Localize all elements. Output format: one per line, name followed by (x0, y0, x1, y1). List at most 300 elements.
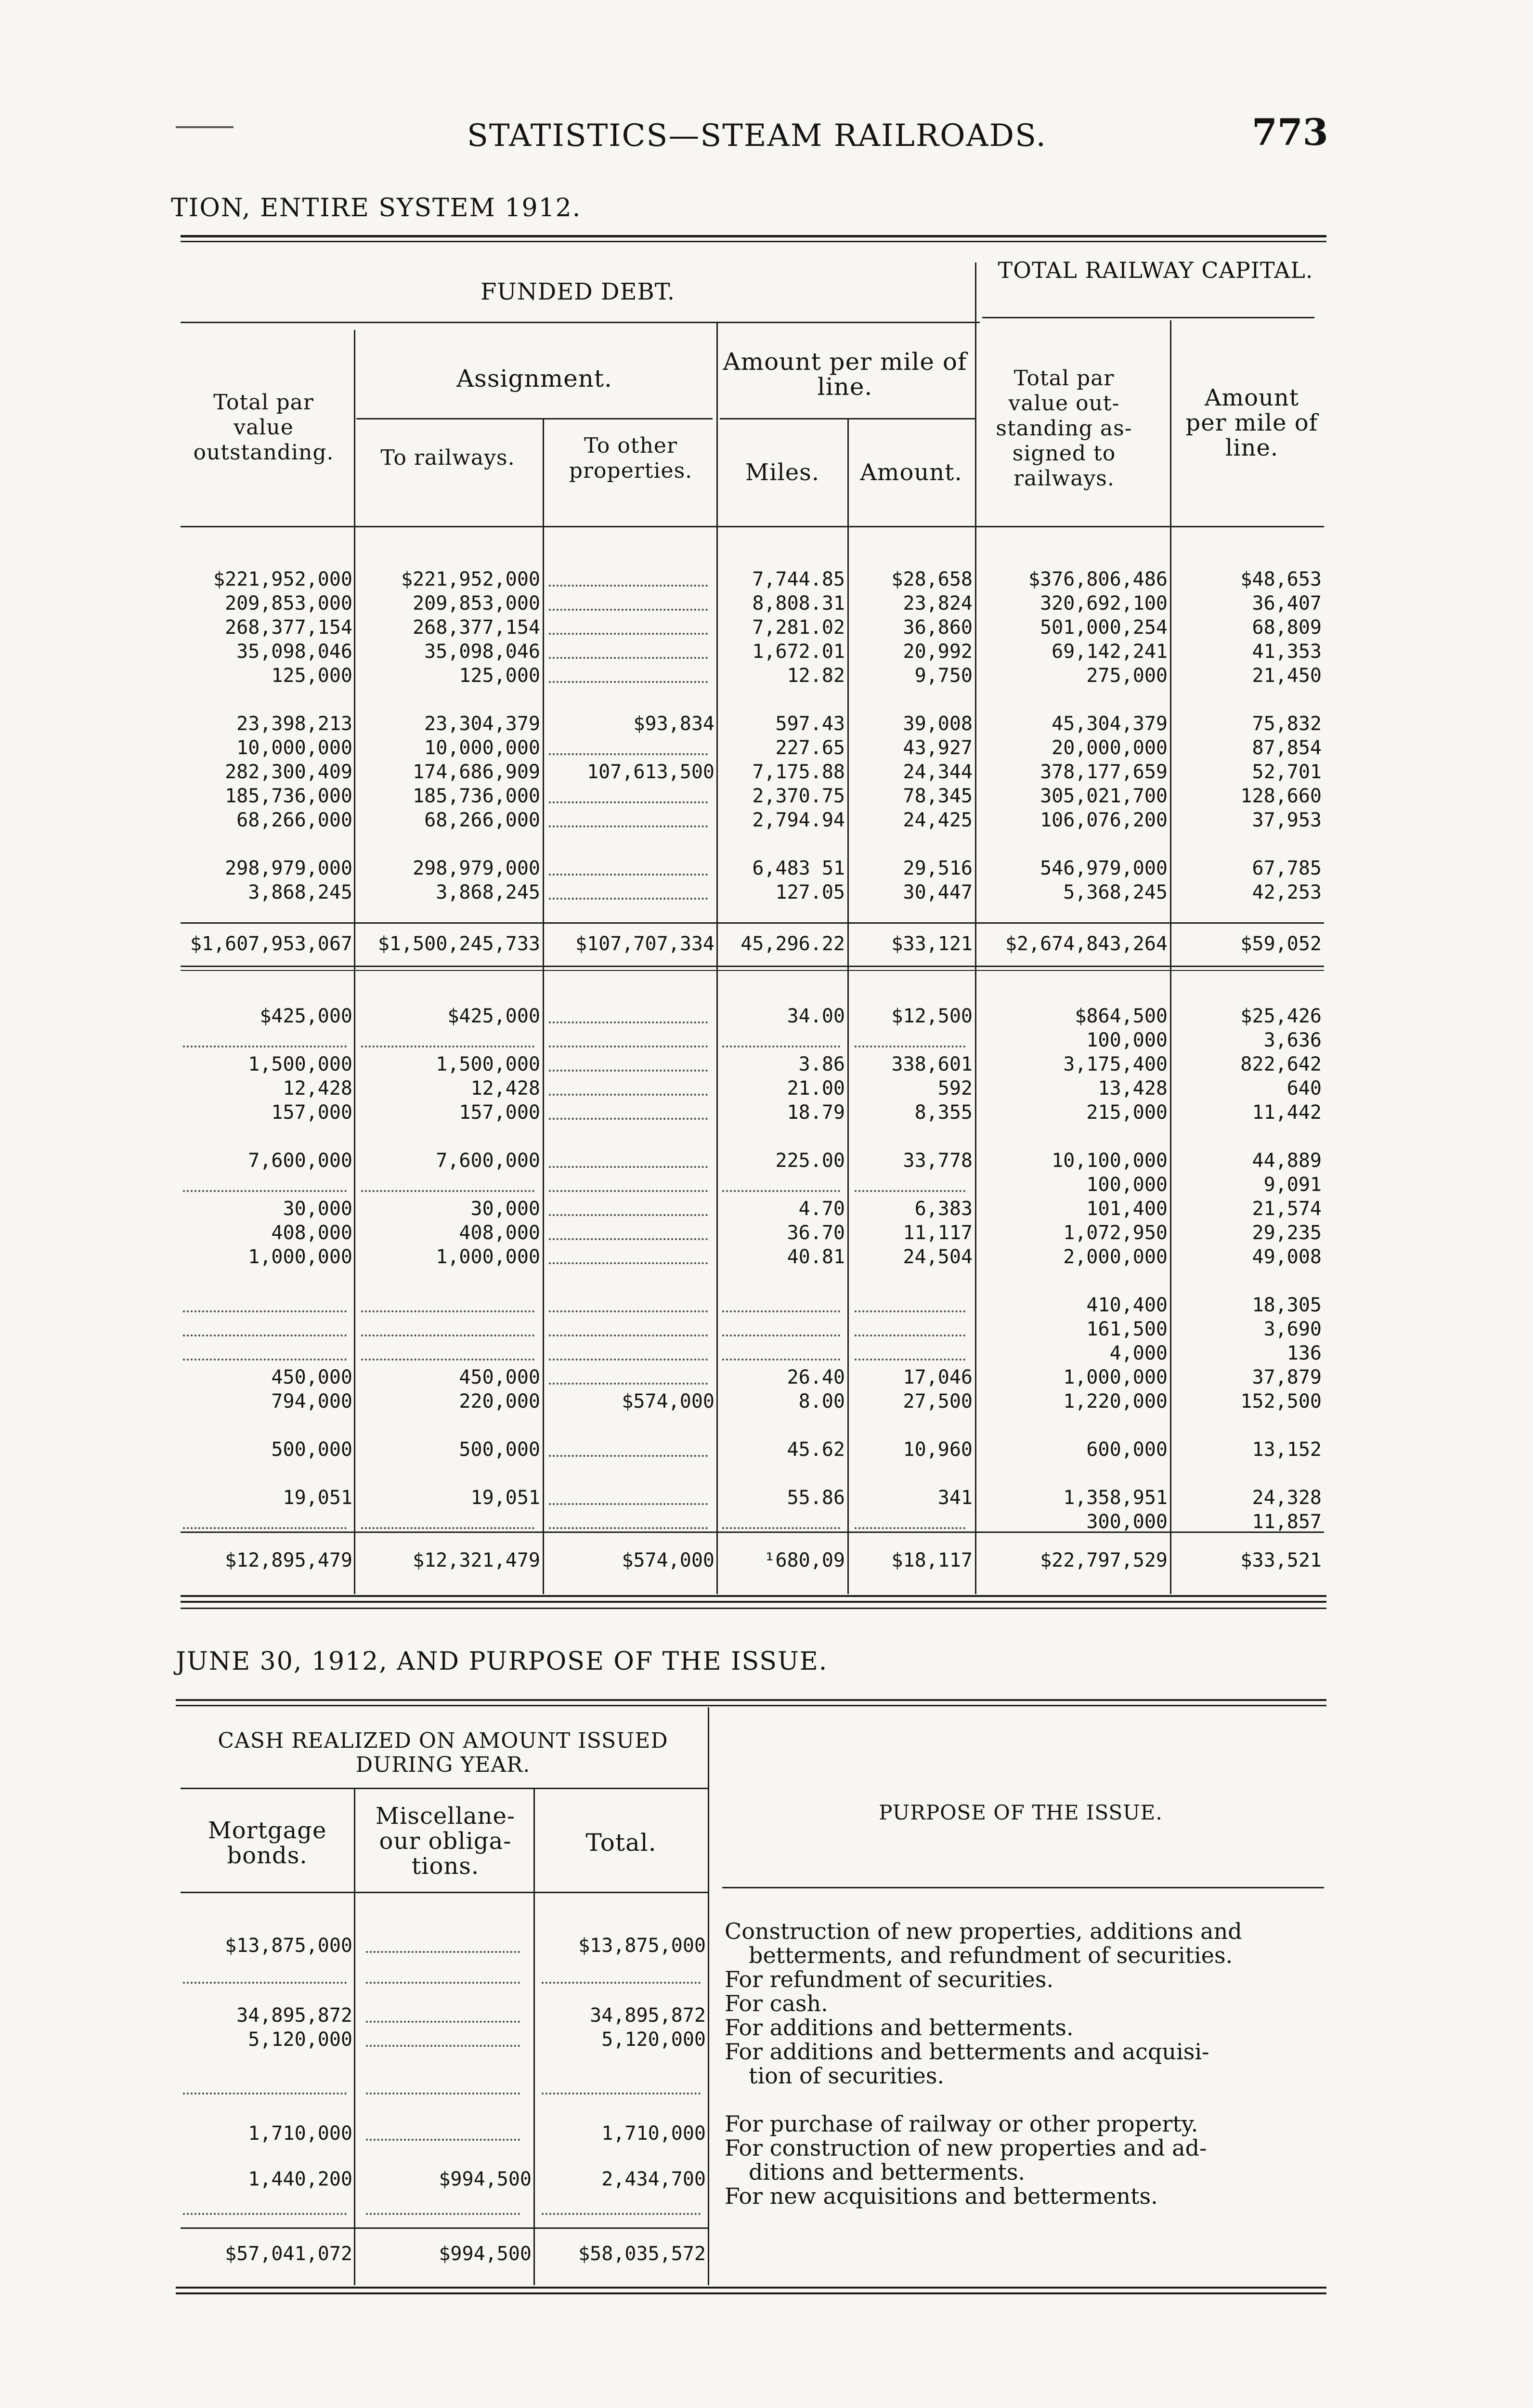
vrule (847, 419, 849, 527)
amount-cell: $12,500 (891, 1005, 973, 1027)
total-par-cell: 125,000 (271, 665, 352, 687)
amount-cell: 36,860 (903, 616, 973, 639)
amount-cell: 592 (937, 1077, 973, 1099)
purpose-line: For additions and betterments and acquisi- (725, 2039, 1209, 2065)
dot-leader (361, 1359, 534, 1361)
capital-per-mile-cell: 44,889 (1252, 1150, 1322, 1172)
capital-par-cell: 275,000 (1086, 665, 1168, 687)
dot-leader (855, 1335, 965, 1336)
capital-per-mile-cell: 136 (1286, 1342, 1322, 1364)
capital-per-mile-cell: $33,521 (1240, 1549, 1322, 1571)
amount-cell: 9,750 (914, 665, 973, 687)
dot-leader (549, 633, 708, 635)
amount-cell: 11,117 (903, 1222, 973, 1244)
vrule (716, 323, 718, 527)
total-par-cell: 12,428 (283, 1077, 352, 1099)
miles-cell: ¹680,09 (764, 1549, 845, 1571)
purpose-line: For new acquisitions and betterments. (725, 2183, 1158, 2209)
capital-par-cell: 1,000,000 (1063, 1366, 1168, 1388)
miles-cell: 127.05 (775, 881, 845, 903)
to-railways-cell: 68,266,000 (424, 809, 540, 831)
amount-cell: 78,345 (903, 785, 973, 807)
funded-debt-header: FUNDED DEBT. (480, 278, 676, 305)
to-railways-cell: 7,600,000 (436, 1150, 540, 1172)
table-bottom-rule-3 (181, 1608, 1326, 1609)
dot-leader (855, 1527, 965, 1529)
header-assignment: Assignment. (456, 365, 612, 393)
miles-cell: 21.00 (787, 1077, 845, 1099)
dot-leader (183, 1982, 347, 1984)
dot-leader (366, 2093, 520, 2094)
mortgage-cell: 34,895,872 (236, 2004, 352, 2027)
dot-leader (549, 1335, 708, 1336)
capital-per-mile-cell: 9,091 (1263, 1174, 1322, 1196)
vrule (543, 527, 544, 1594)
dot-leader (549, 1262, 708, 1264)
table-top-rule (181, 235, 1326, 237)
header-total-par: Total par value outstanding. (193, 390, 334, 465)
total1-rule-bottom (181, 966, 1324, 967)
running-head-mark (176, 126, 234, 128)
mortgage-cell: 5,120,000 (248, 2028, 352, 2051)
dot-leader (366, 1951, 520, 1953)
total-par-cell: 7,600,000 (248, 1150, 352, 1172)
total-par-cell: 209,853,000 (225, 592, 352, 615)
total-par-cell: 19,051 (283, 1487, 352, 1509)
dot-leader (549, 1503, 708, 1505)
cash-realized-underline (181, 1788, 708, 1789)
dot-leader (549, 874, 708, 876)
amount-cell: 6,383 (914, 1198, 973, 1220)
dot-leader (361, 1190, 534, 1192)
funded-debt-underline (181, 322, 980, 323)
dot-leader (183, 1190, 347, 1192)
miles-cell: 55.86 (787, 1487, 845, 1509)
vrule (1170, 320, 1171, 527)
to-railways-cell: 209,853,000 (413, 592, 540, 615)
amount-cell: 8,355 (914, 1101, 973, 1124)
miles-cell: 6,483 51 (752, 857, 845, 879)
total1-rule-bottom-2 (181, 970, 1324, 971)
capital-per-mile-cell: 11,857 (1252, 1511, 1322, 1533)
total-par-cell: 282,300,409 (225, 761, 352, 783)
dot-leader (722, 1190, 840, 1192)
amount-cell: 39,008 (903, 713, 973, 735)
capital-per-mile-cell: 37,953 (1252, 809, 1322, 831)
capital-par-cell: 2,000,000 (1063, 1246, 1168, 1268)
table-bottom-rule (181, 1595, 1326, 1597)
header-purpose: PURPOSE OF THE ISSUE. (879, 1801, 1163, 1824)
capital-per-mile-cell: 75,832 (1252, 713, 1322, 735)
dot-leader (549, 1238, 708, 1240)
dot-leader (549, 1383, 708, 1385)
total-par-cell: $1,607,953,067 (190, 933, 352, 955)
dot-leader (549, 585, 708, 587)
miles-cell: 597.43 (775, 713, 845, 735)
header-misc: Miscellane-our obliga-tions. (375, 1803, 516, 1880)
dot-leader (549, 1310, 708, 1312)
dot-leader (542, 2213, 701, 2215)
miles-cell: 8,808.31 (752, 592, 845, 615)
capital-par-cell: 546,979,000 (1040, 857, 1168, 879)
dot-leader (183, 1335, 347, 1336)
to-other-cell: $107,707,334 (575, 933, 715, 955)
purpose-line: For additions and betterments. (725, 2015, 1074, 2041)
amount-cell: $18,117 (891, 1549, 973, 1571)
capital-per-mile-cell: 37,879 (1252, 1366, 1322, 1388)
dot-leader (361, 1527, 534, 1529)
dot-leader (183, 1046, 347, 1047)
dot-leader (549, 898, 708, 900)
purpose-line: betterments, and refundment of securities. (749, 1942, 1233, 1968)
total-cell: $58,035,572 (578, 2243, 706, 2265)
total-par-cell: $425,000 (260, 1005, 352, 1027)
bottom-table-top-rule-2 (176, 1705, 1326, 1706)
total-par-cell: $12,895,479 (225, 1549, 352, 1571)
capital-per-mile-cell: $48,653 (1240, 568, 1322, 590)
vrule (354, 1789, 355, 2285)
bottom-table-end-rule-2 (176, 2292, 1326, 2294)
capital-par-cell: $2,674,843,264 (1005, 933, 1168, 955)
dot-leader (549, 1070, 708, 1072)
miles-cell: 40.81 (787, 1246, 845, 1268)
miles-cell: 7,744.85 (752, 568, 845, 590)
total-par-cell: 268,377,154 (225, 616, 352, 639)
amount-cell: 341 (937, 1487, 973, 1509)
capital-par-cell: 100,000 (1086, 1174, 1168, 1196)
dot-leader (549, 1455, 708, 1457)
total-par-cell: 185,736,000 (225, 785, 352, 807)
dot-leader (549, 1118, 708, 1120)
amount-cell: 20,992 (903, 641, 973, 663)
dot-leader (549, 1094, 708, 1096)
amount-cell: 24,344 (903, 761, 973, 783)
dot-leader (855, 1190, 965, 1192)
to-railways-cell: 1,500,000 (436, 1053, 540, 1075)
dot-leader (549, 657, 708, 659)
capital-par-cell: 4,000 (1109, 1342, 1168, 1364)
bottom-table-end-rule (176, 2287, 1326, 2289)
dot-leader (722, 1310, 840, 1312)
dot-leader (549, 1021, 708, 1023)
page-number: 773 (1252, 111, 1328, 154)
dot-leader (366, 2045, 520, 2047)
capital-par-cell: $22,797,529 (1040, 1549, 1168, 1571)
total-par-cell: 30,000 (283, 1198, 352, 1220)
vrule (975, 527, 976, 1594)
dot-leader (549, 1527, 708, 1529)
capital-par-cell: 378,177,659 (1040, 761, 1168, 783)
dot-leader (722, 1527, 840, 1529)
total-par-cell: 450,000 (271, 1366, 352, 1388)
dot-leader (366, 2213, 520, 2215)
vrule (716, 527, 718, 1594)
to-railways-cell: $221,952,000 (401, 568, 540, 590)
total-par-cell: 35,098,046 (236, 641, 352, 663)
running-head: STATISTICS—STEAM RAILROADS. (467, 118, 1047, 154)
capital-par-cell: 161,500 (1086, 1318, 1168, 1340)
total-cell: 5,120,000 (601, 2028, 706, 2051)
dot-leader (183, 1359, 347, 1361)
to-railways-cell: 12,428 (470, 1077, 540, 1099)
header-to-other: To other properties. (569, 433, 693, 483)
capital-par-cell: 101,400 (1086, 1198, 1168, 1220)
purpose-header-rule (722, 1887, 1324, 1888)
capital-per-mile-cell: $25,426 (1240, 1005, 1322, 1027)
amount-cell: 43,927 (903, 737, 973, 759)
dot-leader (366, 2021, 520, 2023)
cash-realized-header: CASH REALIZED ON AMOUNT ISSUED DURING YEAR. (218, 1728, 668, 1777)
dot-leader (855, 1310, 965, 1312)
capital-per-mile-cell: 42,253 (1252, 881, 1322, 903)
miles-cell: 1,672.01 (752, 641, 845, 663)
total-par-cell: 23,398,213 (236, 713, 352, 735)
capital-par-cell: 3,175,400 (1063, 1053, 1168, 1075)
capital-par-cell: 305,021,700 (1040, 785, 1168, 807)
capital-per-mile-cell: 152,500 (1240, 1390, 1322, 1413)
miles-cell: 34.00 (787, 1005, 845, 1027)
miles-cell: 26.40 (787, 1366, 845, 1388)
amount-cell: $28,658 (891, 568, 973, 590)
bottom-total-rule (181, 2227, 708, 2229)
purpose-line: For refundment of securities. (725, 1966, 1054, 1992)
dot-leader (549, 753, 708, 755)
to-other-cell: $574,000 (622, 1390, 715, 1413)
header-total-par-assigned: Total par value out-standing as-signed to railways. (996, 366, 1132, 491)
total-cell: $13,875,000 (578, 1935, 706, 1957)
dot-leader (183, 1527, 347, 1529)
capital-par-cell: 600,000 (1086, 1439, 1168, 1461)
dot-leader (361, 1310, 534, 1312)
vrule (543, 419, 544, 527)
dot-leader (183, 2093, 347, 2094)
total-cell: 1,710,000 (601, 2122, 706, 2145)
to-railways-cell: 220,000 (459, 1390, 540, 1413)
amount-cell: 29,516 (903, 857, 973, 879)
top-caption: TION, ENTIRE SYSTEM 1912. (171, 194, 582, 222)
amount-cell: 338,601 (891, 1053, 973, 1075)
capital-par-cell: $864,500 (1075, 1005, 1168, 1027)
header-mortgage: Mortgage bonds. (208, 1817, 327, 1869)
miles-cell: 2,370.75 (752, 785, 845, 807)
capital-per-mile-cell: 3,636 (1263, 1029, 1322, 1051)
dot-leader (366, 2139, 520, 2141)
to-railways-cell: 268,377,154 (413, 616, 540, 639)
vrule (1170, 527, 1171, 1594)
dot-leader (361, 1046, 534, 1047)
capital-per-mile-cell: 21,574 (1252, 1198, 1322, 1220)
purpose-line: For cash. (725, 1990, 828, 2016)
to-other-cell: $93,834 (633, 713, 715, 735)
miles-cell: 2,794.94 (752, 809, 845, 831)
amount-cell: 27,500 (903, 1390, 973, 1413)
dot-leader (855, 1359, 965, 1361)
capital-par-cell: 106,076,200 (1040, 809, 1168, 831)
vrule (354, 527, 355, 1594)
total-par-cell: 408,000 (271, 1222, 352, 1244)
bottom-caption: JUNE 30, 1912, AND PURPOSE OF THE ISSUE. (176, 1647, 828, 1676)
to-railways-cell: 19,051 (470, 1487, 540, 1509)
capital-per-mile-cell: 21,450 (1252, 665, 1322, 687)
total-par-cell: $221,952,000 (213, 568, 352, 590)
total-par-cell: 68,266,000 (236, 809, 352, 831)
purpose-line: ditions and betterments. (749, 2159, 1026, 2185)
capital-par-cell: 100,000 (1086, 1029, 1168, 1051)
to-other-cell: $574,000 (622, 1549, 715, 1571)
total-par-cell: 1,500,000 (248, 1053, 352, 1075)
purpose-line: Construction of new properties, additions and (725, 1918, 1242, 1944)
to-railways-cell: 450,000 (459, 1366, 540, 1388)
capital-per-mile-cell: 24,328 (1252, 1487, 1322, 1509)
vrule (354, 330, 355, 527)
miles-cell: 8.00 (798, 1390, 845, 1413)
mortgage-cell: 1,710,000 (248, 2122, 352, 2145)
bottom-header-rule (181, 1892, 708, 1893)
capital-par-cell: 13,428 (1098, 1077, 1168, 1099)
header-amount-per-mile-capital: Amount per mile of line. (1185, 384, 1318, 461)
capital-per-mile-cell: 68,809 (1252, 616, 1322, 639)
to-railways-cell: $425,000 (447, 1005, 540, 1027)
misc-cell: $994,500 (439, 2168, 532, 2190)
capital-par-cell: 69,142,241 (1052, 641, 1168, 663)
capital-per-mile-cell: 822,642 (1240, 1053, 1322, 1075)
amount-cell: 33,778 (903, 1150, 973, 1172)
mortgage-cell: $57,041,072 (225, 2243, 352, 2265)
to-railways-cell: 500,000 (459, 1439, 540, 1461)
miles-cell: 225.00 (775, 1150, 845, 1172)
capital-par-cell: 45,304,379 (1052, 713, 1168, 735)
to-railways-cell: 408,000 (459, 1222, 540, 1244)
dot-leader (549, 681, 708, 683)
capital-per-mile-cell: 640 (1286, 1077, 1322, 1099)
to-railways-cell: 30,000 (470, 1198, 540, 1220)
total-cell: 34,895,872 (590, 2004, 706, 2027)
capital-par-cell: 5,368,245 (1063, 881, 1168, 903)
dot-leader (366, 1982, 520, 1984)
total-par-cell: 10,000,000 (236, 737, 352, 759)
assignment-underline (356, 418, 713, 419)
to-railways-cell: 185,736,000 (413, 785, 540, 807)
capital-par-cell: $376,806,486 (1028, 568, 1168, 590)
capital-par-cell: 1,358,951 (1063, 1487, 1168, 1509)
dot-leader (549, 609, 708, 611)
total-par-cell: 794,000 (271, 1390, 352, 1413)
to-railways-cell: 125,000 (459, 665, 540, 687)
capital-underline (982, 317, 1314, 318)
capital-par-cell: 320,692,100 (1040, 592, 1168, 615)
amount-cell: 24,425 (903, 809, 973, 831)
dot-leader (549, 801, 708, 803)
dot-leader (183, 1310, 347, 1312)
total1-rule (181, 922, 1324, 924)
to-railways-cell: 157,000 (459, 1101, 540, 1124)
capital-per-mile-cell: 87,854 (1252, 737, 1322, 759)
header-miles: Miles. (745, 459, 820, 486)
capital-par-cell: 1,072,950 (1063, 1222, 1168, 1244)
total-par-cell: 157,000 (271, 1101, 352, 1124)
to-other-cell: 107,613,500 (587, 761, 715, 783)
miles-cell: 7,281.02 (752, 616, 845, 639)
capital-per-mile-cell: 13,152 (1252, 1439, 1322, 1461)
miles-cell: 36.70 (787, 1222, 845, 1244)
to-railways-cell: 10,000,000 (424, 737, 540, 759)
dot-leader (549, 825, 708, 827)
purpose-line: For purchase of railway or other property. (725, 2111, 1198, 2137)
vrule (975, 262, 976, 527)
capital-par-cell: 20,000,000 (1052, 737, 1168, 759)
header-total: Total. (585, 1829, 657, 1857)
total-par-cell: 500,000 (271, 1439, 352, 1461)
dot-leader (722, 1046, 840, 1047)
miles-cell: 227.65 (775, 737, 845, 759)
to-railways-cell: 23,304,379 (424, 713, 540, 735)
capital-par-cell: 300,000 (1086, 1511, 1168, 1533)
purpose-line: tion of securities. (749, 2063, 945, 2089)
dot-leader (549, 1046, 708, 1047)
to-railways-cell: $1,500,245,733 (377, 933, 540, 955)
header-amount: Amount. (860, 459, 962, 486)
miles-cell: 3.86 (798, 1053, 845, 1075)
to-railways-cell: 298,979,000 (413, 857, 540, 879)
capital-per-mile-cell: 49,008 (1252, 1246, 1322, 1268)
vrule (708, 1707, 709, 2285)
amount-cell: 24,504 (903, 1246, 973, 1268)
table-bottom-rule-2 (181, 1601, 1326, 1603)
dot-leader (549, 1190, 708, 1192)
miles-cell: 12.82 (787, 665, 845, 687)
table-top-rule-2 (181, 241, 1326, 242)
capital-per-mile-cell: 29,235 (1252, 1222, 1322, 1244)
capital-per-mile-cell: 11,442 (1252, 1101, 1322, 1124)
to-railways-cell: 35,098,046 (424, 641, 540, 663)
capital-per-mile-cell: 3,690 (1263, 1318, 1322, 1340)
misc-cell: $994,500 (439, 2243, 532, 2265)
amount-cell: 23,824 (903, 592, 973, 615)
header-to-railways: To railways. (380, 445, 515, 470)
capital-par-cell: 410,400 (1086, 1294, 1168, 1316)
header-bottom-rule (181, 526, 1324, 527)
capital-per-mile-cell: 67,785 (1252, 857, 1322, 879)
dot-leader (549, 1359, 708, 1361)
amount-cell: 10,960 (903, 1439, 973, 1461)
miles-cell: 7,175.88 (752, 761, 845, 783)
total-par-cell: 298,979,000 (225, 857, 352, 879)
dot-leader (361, 1335, 534, 1336)
bottom-table-top-rule (176, 1699, 1326, 1701)
capital-per-mile-cell: 36,407 (1252, 592, 1322, 615)
capital-per-mile-cell: 41,353 (1252, 641, 1322, 663)
miles-cell: 18.79 (787, 1101, 845, 1124)
capital-per-mile-cell: 18,305 (1252, 1294, 1322, 1316)
to-railways-cell: $12,321,479 (413, 1549, 540, 1571)
to-railways-cell: 1,000,000 (436, 1246, 540, 1268)
capital-per-mile-cell: 128,660 (1240, 785, 1322, 807)
miles-cell: 4.70 (798, 1198, 845, 1220)
vrule (847, 527, 849, 1594)
dot-leader (542, 1982, 701, 1984)
purpose-line: For construction of new properties and ad- (725, 2135, 1207, 2161)
amount-cell: $33,121 (891, 933, 973, 955)
capital-par-cell: 1,220,000 (1063, 1390, 1168, 1413)
vrule (533, 1789, 535, 2285)
capital-per-mile-cell: $59,052 (1240, 933, 1322, 955)
mortgage-cell: 1,440,200 (248, 2168, 352, 2190)
miles-cell: 45,296.22 (741, 933, 845, 955)
to-railways-cell: 3,868,245 (436, 881, 540, 903)
capital-par-cell: 215,000 (1086, 1101, 1168, 1124)
capital-per-mile-cell: 52,701 (1252, 761, 1322, 783)
total-par-cell: 1,000,000 (248, 1246, 352, 1268)
